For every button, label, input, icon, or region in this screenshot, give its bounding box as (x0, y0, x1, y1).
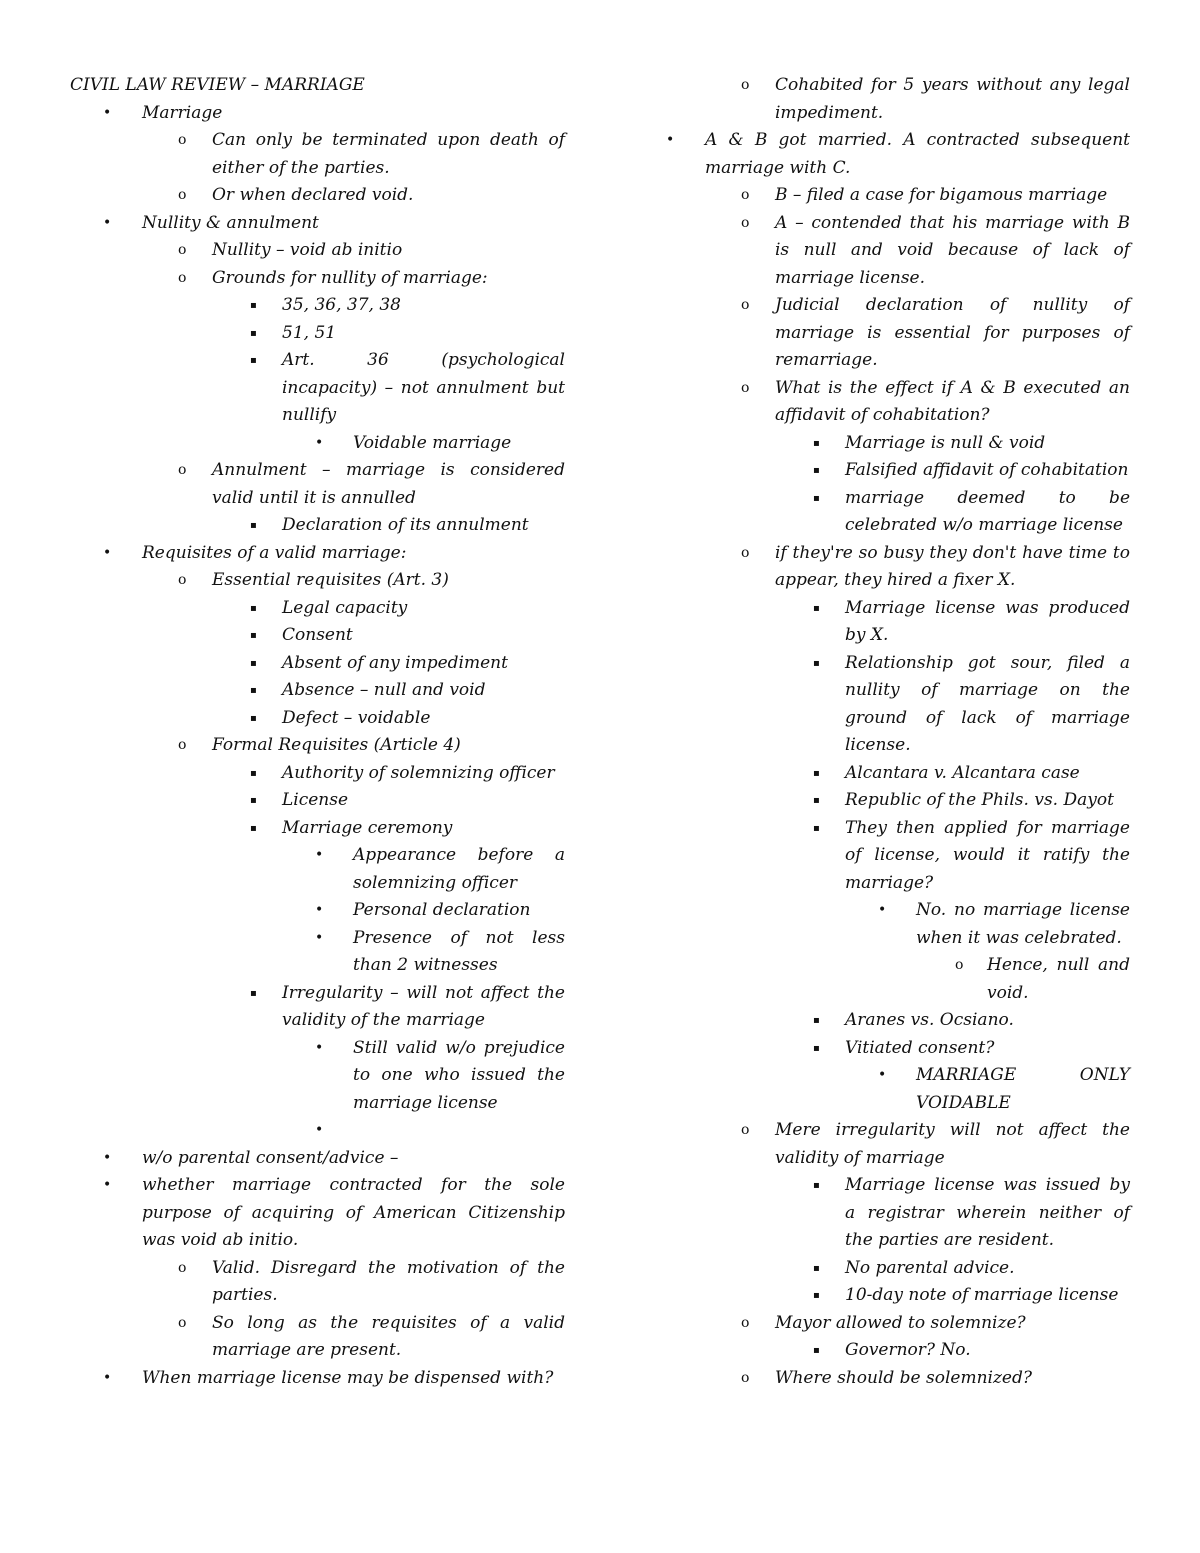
outline-item: o Grounds for nullity of marriage: (70, 265, 565, 293)
outline-item: o Formal Requisites (Article 4) (70, 732, 565, 760)
outline-item: • Presence of not less than 2 witnesses (70, 925, 565, 980)
outline-item: ▪ Legal capacity (70, 595, 565, 623)
outline-item-text: Marriage ceremony (282, 817, 453, 838)
outline-item-text: Nullity & annulment (142, 212, 319, 233)
outline-item: • whether marriage contracted for the sole purpose of acquiring of American Citizenship was void ab initio. (70, 1172, 565, 1255)
outline-item-text: Marriage license was issued by a registrar wherein neither of the parties are resident. (845, 1175, 1130, 1250)
outline-item-text: Personal declaration (353, 900, 531, 920)
outline-item: ▪ Relationship got sour, filed a nullity of marriage on the ground of lack of marriage license. (633, 650, 1130, 760)
outline-item: o B – filed a case for bigamous marriage (633, 182, 1130, 210)
outline-item: o Essential requisites (Art. 3) (70, 567, 565, 595)
outline-item: o Cohabited for 5 years without any legal impediment. (633, 72, 1130, 127)
outline-item: o Can only be terminated upon death of either of the parties. (70, 127, 565, 182)
outline-item: ▪ 51, 51 (70, 320, 565, 348)
left-column (70, 72, 565, 1392)
outline-item: • Appearance before a solemnizing officer (70, 842, 565, 897)
outline-item-text: Marriage (142, 102, 223, 123)
outline-item: ▪ Republic of the Phils. vs. Dayot (633, 787, 1130, 815)
outline-item-text: Legal capacity (282, 597, 408, 618)
outline-item-text: Absent of any impediment (282, 652, 508, 673)
outline-item-text: Judicial declaration of nullity of marriage is essential for purposes of remarriage. (775, 295, 1130, 370)
outline-item: o What is the effect if A & B executed an affidavit of cohabitation? (633, 375, 1130, 430)
outline-item-text: Annulment – marriage is considered valid until it is annulled (212, 460, 565, 508)
outline-item: • (70, 1117, 565, 1145)
outline-item: ▪ Aranes vs. Ocsiano. (633, 1007, 1130, 1035)
outline-item: o Valid. Disregard the motivation of the parties. (70, 1255, 565, 1310)
outline-item-text: Requisites of a valid marriage: (142, 542, 407, 563)
outline-item: • Nullity & annulment (70, 210, 565, 238)
outline-item-text: A & B got married. A contracted subsequent marriage with C. (705, 130, 1130, 178)
outline-item: ▪ Marriage license was issued by a registrar wherein neither of the parties are resident. (633, 1172, 1130, 1255)
outline-item-text: MARRIAGE ONLY VOIDABLE (916, 1065, 1130, 1113)
outline-item-text: License (282, 790, 349, 810)
outline-item-text: Or when declared void. (212, 185, 414, 205)
outline-item-text: Declaration of its annulment (282, 515, 529, 535)
outline-item-text: 10-day note of marriage license (845, 1285, 1119, 1305)
outline-item: • Personal declaration (70, 897, 565, 925)
right-column (633, 72, 1130, 1392)
outline-item: ▪ They then applied for marriage of license, would it ratify the marriage? (633, 815, 1130, 898)
outline-item-text: So long as the requisites of a valid marriage are present. (212, 1312, 565, 1360)
outline-item: ▪ Art. 36 (psychological incapacity) – not annulment but nullify (70, 347, 565, 430)
left-outline-list (70, 100, 565, 1393)
outline-item: • A & B got married. A contracted subsequent marriage with C. (633, 127, 1130, 182)
outline-item-text: No parental advice. (845, 1257, 1015, 1278)
outline-item: ▪ 10-day note of marriage license (633, 1282, 1130, 1310)
outline-item: o Mayor allowed to solemnize? (633, 1310, 1130, 1338)
outline-item: o Annulment – marriage is considered valid until it is annulled (70, 457, 565, 512)
outline-item-text: When marriage license may be dispensed with? (142, 1367, 554, 1388)
outline-item: • Requisites of a valid marriage: (70, 540, 565, 568)
outline-item-text: B – filed a case for bigamous marriage (775, 185, 1108, 205)
outline-item-text: No. no marriage license when it was celebrated. (916, 900, 1130, 948)
outline-item-text: Marriage is null & void (845, 432, 1046, 453)
outline-item-text: Irregularity – will not affect the validity of the marriage (282, 982, 565, 1030)
outline-item: • w/o parental consent/advice – (70, 1145, 565, 1173)
outline-item-text: Vitiated consent? (845, 1037, 995, 1058)
outline-item: o So long as the requisites of a valid marriage are present. (70, 1310, 565, 1365)
outline-item-text: Republic of the Phils. vs. Dayot (845, 790, 1114, 810)
outline-item-text: 51, 51 (282, 322, 337, 343)
outline-item-text: Authority of solemnizing officer (282, 762, 555, 783)
outline-item-text: Valid. Disregard the motivation of the parties. (212, 1257, 565, 1305)
outline-item: • MARRIAGE ONLY VOIDABLE (633, 1062, 1130, 1117)
outline-item-text: Essential requisites (Art. 3) (212, 570, 449, 590)
outline-item: • No. no marriage license when it was celebrated. (633, 897, 1130, 952)
outline-item: ▪ Vitiated consent? (633, 1035, 1130, 1063)
outline-item: • Still valid w/o prejudice to one who issued the marriage license (70, 1035, 565, 1118)
outline-item-text: Can only be terminated upon death of either of the parties. (212, 130, 565, 178)
outline-item: o Hence, null and void. (633, 952, 1130, 1007)
outline-item-text: whether marriage contracted for the sole purpose of acquiring of American Citizenship was void ab initio. (142, 1175, 565, 1250)
outline-item: o Judicial declaration of nullity of marriage is essential for purposes of remarriage. (633, 292, 1130, 375)
outline-item-text: Grounds for nullity of marriage: (212, 267, 488, 288)
outline-item-text: What is the effect if A & B executed an affidavit of cohabitation? (775, 377, 1130, 425)
outline-item: • Marriage (70, 100, 565, 128)
outline-item: o Or when declared void. (70, 182, 565, 210)
outline-item-text: Hence, null and void. (987, 955, 1130, 1003)
outline-item: ▪ Falsified affidavit of cohabitation (633, 457, 1130, 485)
outline-item-text: if they're so busy they don't have time to appear, they hired a fixer X. (775, 542, 1130, 590)
outline-item: o Where should be solemnized? (633, 1365, 1130, 1393)
outline-item: • When marriage license may be dispensed with? (70, 1365, 565, 1393)
outline-item: ▪ Marriage license was produced by X. (633, 595, 1130, 650)
right-outline-list (633, 72, 1130, 1392)
outline-item-text: 35, 36, 37, 38 (282, 295, 401, 315)
outline-item: o A – contended that his marriage with B is null and void because of lack of marriage license. (633, 210, 1130, 293)
outline-item: o Nullity – void ab initio (70, 237, 565, 265)
outline-item-text: Voidable marriage (353, 432, 512, 453)
document-title: CIVIL LAW REVIEW – MARRIAGE (70, 75, 365, 95)
outline-item: ▪ Consent (70, 622, 565, 650)
outline-item-text: Formal Requisites (Article 4) (212, 735, 461, 755)
outline-item: ▪ Authority of solemnizing officer (70, 760, 565, 788)
outline-item-text: A – contended that his marriage with B is null and void because of lack of marriage license. (775, 212, 1130, 288)
outline-item-text: w/o parental consent/advice – (142, 1147, 399, 1168)
outline-item-text: Relationship got sour, filed a nullity of marriage on the ground of lack of marriage license. (845, 652, 1130, 755)
outline-item-text: Consent (282, 625, 353, 645)
outline-item: ▪ Marriage is null & void (633, 430, 1130, 458)
outline-item-text: Mere irregularity will not affect the validity of marriage (775, 1120, 1130, 1168)
outline-item-text: Governor? No. (845, 1340, 971, 1360)
outline-item-text: Where should be solemnized? (775, 1367, 1032, 1388)
outline-item-text: Falsified affidavit of cohabitation (845, 460, 1129, 480)
outline-item: ▪ Irregularity – will not affect the validity of the marriage (70, 980, 565, 1035)
outline-item-text: Alcantara v. Alcantara case (845, 762, 1080, 783)
outline-item: ▪ No parental advice. (633, 1255, 1130, 1283)
outline-item: • Voidable marriage (70, 430, 565, 458)
outline-item: ▪ Absence – null and void (70, 677, 565, 705)
outline-item: ▪ Absent of any impediment (70, 650, 565, 678)
outline-item-text: Marriage license was produced by X. (845, 597, 1130, 645)
outline-item: ▪ Governor? No. (633, 1337, 1130, 1365)
outline-item: ▪ Marriage ceremony (70, 815, 565, 843)
outline-item: ▪ Defect – voidable (70, 705, 565, 733)
outline-item-text: Nullity – void ab initio (212, 240, 403, 260)
outline-item-text: Mayor allowed to solemnize? (775, 1312, 1026, 1333)
outline-item-text: Absence – null and void (282, 680, 486, 700)
outline-item: ▪ marriage deemed to be celebrated w/o marriage license (633, 485, 1130, 540)
outline-item: ▪ Alcantara v. Alcantara case (633, 760, 1130, 788)
outline-item-text: Cohabited for 5 years without any legal impediment. (775, 75, 1130, 123)
outline-item: o Mere irregularity will not affect the validity of marriage (633, 1117, 1130, 1172)
outline-item: ▪ Declaration of its annulment (70, 512, 565, 540)
outline-item-text: Art. 36 (psychological incapacity) – not annulment but nullify (282, 350, 565, 425)
outline-item-text: Defect – voidable (282, 707, 431, 728)
outline-item-text: Presence of not less than 2 witnesses (353, 927, 565, 975)
outline-item-text: Still valid w/o prejudice to one who issued the marriage license (353, 1037, 565, 1113)
outline-item-text: marriage deemed to be celebrated w/o marriage license (845, 487, 1130, 535)
outline-item-text: They then applied for marriage of license, would it ratify the marriage? (845, 817, 1130, 893)
outline-item-text (353, 1117, 565, 1145)
outline-item: o if they're so busy they don't have time to appear, they hired a fixer X. (633, 540, 1130, 595)
outline-item: ▪ License (70, 787, 565, 815)
outline-item-text: Appearance before a solemnizing officer (353, 845, 565, 893)
outline-item-text: Aranes vs. Ocsiano. (845, 1010, 1014, 1030)
outline-item: ▪ 35, 36, 37, 38 (70, 292, 565, 320)
